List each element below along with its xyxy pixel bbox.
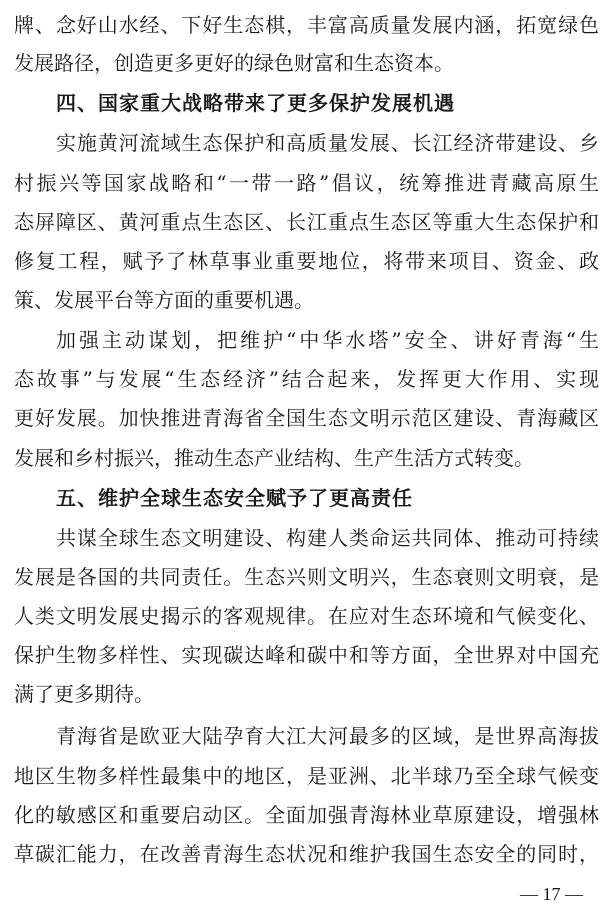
body-text-line: 发展路径，创造更多更好的绿色财富和生态资本。 [14, 51, 454, 75]
body-text-line: 草碳汇能力，在改善青海生态状况和维护我国生态安全的同时， [14, 842, 599, 866]
body-text-line: 态故事”与发展“生态经济”结合起来，发挥更大作用、实现 [14, 367, 599, 391]
body-text-line: 修复工程，赋予了林草事业重要地位，将带来项目、资金、政 [14, 249, 599, 273]
body-text-line: 策、发展平台等方面的重要机遇。 [14, 288, 314, 312]
body-text-line: 地区生物多样性最集中的地区，是亚洲、北半球乃至全球气候变 [14, 764, 599, 788]
body-text-line: 加强主动谋划，把维护“中华水塔”安全、讲好青海“生 [56, 328, 599, 352]
section-heading-4: 四、国家重大战略带来了更多保护发展机遇 [56, 91, 455, 115]
body-text-line: 化的敏感区和重要启动区。全面加强青海林业草原建设，增强林 [14, 803, 599, 827]
body-text-line: 共谋全球生态文明建设、构建人类命运共同体、推动可持续 [56, 526, 599, 550]
body-text-line: 满了更多期待。 [14, 682, 154, 706]
page-number: — 17 — [520, 884, 583, 904]
body-text-line: 态屏障区、黄河重点生态区、长江重点生态区等重大生态保护和 [14, 210, 599, 234]
section-heading-5: 五、维护全球生态安全赋予了更高责任 [56, 486, 413, 510]
body-text-line: 青海省是欧亚大陆孕育大江大河最多的区域，是世界高海拔 [56, 724, 599, 748]
body-text-line: 人类文明发展史揭示的客观规律。在应对生态环境和气候变化、 [14, 604, 599, 628]
body-text-line: 保护生物多样性、实现碳达峰和碳中和等方面，全世界对中国充 [14, 643, 599, 667]
body-text-line: 发展和乡村振兴，推动生态产业结构、生产生活方式转变。 [14, 446, 534, 470]
body-text-line: 实施黄河流域生态保护和高质量发展、长江经济带建设、乡 [56, 131, 599, 155]
body-text-line: 牌、念好山水经、下好生态棋，丰富高质量发展内涵，拓宽绿色 [14, 13, 599, 37]
body-text-line: 更好发展。加快推进青海省全国生态文明示范区建设、青海藏区 [14, 406, 599, 430]
body-text-line: 村振兴等国家战略和“一带一路”倡议，统筹推进青藏高原生 [14, 171, 599, 195]
body-text-line: 发展是各国的共同责任。生态兴则文明兴，生态衰则文明衰，是 [14, 565, 599, 589]
